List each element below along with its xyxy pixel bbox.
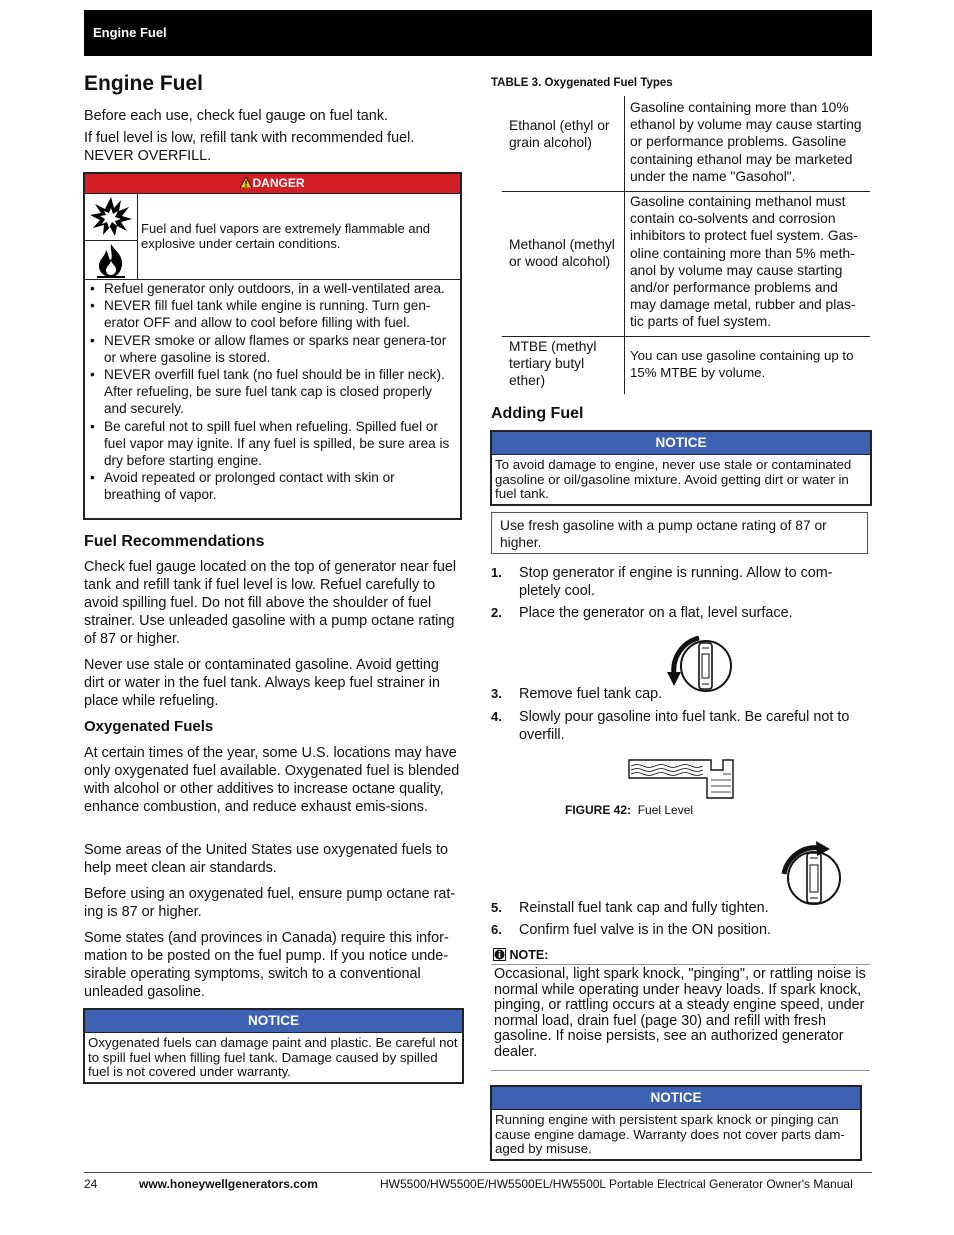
notice-box-spark-knock — [490, 1085, 862, 1161]
danger-message-cell — [137, 194, 460, 279]
figure-label: FIGURE 42: — [565, 803, 632, 817]
fuel-recommendations-heading: Fuel Recommendations — [84, 533, 265, 550]
table-cell: Gasoline containing more than 10% ethanol by volume may cause starting or performance problems. Gasoline containing ethanol may be marketed under the name "Gasohol". — [630, 100, 862, 184]
note-text: Occasional, light spark knock, "pinging", or rattling noise is normal while operating under heavy loads. If spark knock, pinging, or rattling occurs at a steady engine speed, under normal load, drain fuel (page 30) and refill with fresh gasoline. If noise persists, see an authorized generator dealer. — [494, 966, 866, 1060]
step-number: 5. — [491, 900, 502, 915]
step-number: 1. — [491, 565, 502, 580]
intro-line-2: If fuel level is low, refill tank with recommended fuel. NEVER OVERFILL. — [84, 130, 415, 164]
step-number: 3. — [491, 686, 502, 701]
step-number: 4. — [491, 709, 502, 724]
figure-caption — [565, 803, 693, 817]
danger-message: Fuel and fuel vapors are extremely flammable and explosive under certain conditions. — [141, 221, 431, 251]
oxygenated-p1: At certain times of the year, some U.S. locations may have only oxygenated fuel available. Oxygenated fuel is blended with alcohol or other additives to increase octane quality, enhance combustion, and reduce exhaust emis-sions. — [84, 745, 460, 815]
footer-website-link[interactable]: www.honeywellgenerators.com — [139, 1177, 318, 1191]
tip-text: Use fresh gasoline with a pump octane rating of 87 or higher. — [500, 518, 827, 551]
info-icon — [493, 948, 506, 961]
step-text: Slowly pour gasoline into fuel tank. Be careful not to overfill. — [519, 709, 850, 743]
fire-icon-cell — [85, 241, 138, 279]
fire-icon — [85, 241, 137, 279]
footer-manual-title: HW5500/HW5500E/HW5500EL/HW5500L Portable Electrical Generator Owner's Manual — [380, 1177, 853, 1191]
step-text: Remove fuel tank cap. — [519, 686, 663, 702]
warning-triangle-icon — [240, 177, 252, 188]
intro-line-1: Before each use, check fuel gauge on fuel tank. — [84, 108, 389, 124]
section-header — [84, 10, 872, 56]
table-caption: TABLE 3. Oxygenated Fuel Types — [491, 77, 673, 89]
table-row: Ethanol (ethyl or grain alcohol) — [509, 118, 610, 151]
notice-header: NOTICE — [85, 1010, 462, 1033]
oxygenated-fuel-table — [502, 96, 870, 394]
fuel-level-icon — [627, 756, 735, 800]
note-bottom-rule — [491, 1070, 870, 1071]
footer-rule — [84, 1172, 872, 1173]
danger-label: DANGER — [252, 176, 305, 190]
oxygenated-p2: Some areas of the United States use oxygenated fuels to help meet clean air standards. — [84, 842, 448, 876]
danger-bullet: • NEVER fill fuel tank while engine is running. Turn gen-erator OFF and allow to cool before filling with fuel. — [85, 297, 457, 331]
note-label: NOTE: — [509, 948, 549, 962]
section-header-title: Engine Fuel — [93, 25, 167, 40]
note-top-rule — [491, 964, 870, 965]
step-number: 2. — [491, 605, 502, 620]
step-text: Place the generator on a flat, level surface. — [519, 605, 793, 621]
danger-header — [85, 174, 460, 194]
danger-bullet: • Avoid repeated or prolonged contact with skin or breathing of vapor. — [85, 469, 457, 503]
danger-bullet: • Be careful not to spill fuel when refueling. Spilled fuel or fuel vapor may ignite. If any fuel is spilled, be sure area is dry before starting engine. — [85, 418, 457, 470]
step-text: Stop generator if engine is running. Allow to com-pletely cool. — [519, 565, 833, 599]
table-row: Methanol (methyl or wood alcohol) — [509, 237, 615, 270]
danger-bullet: • NEVER smoke or allow flames or sparks near genera-tor or where gasoline is stored. — [85, 332, 457, 366]
oxygenated-p3: Before using an oxygenated fuel, ensure pump octane rat-ing is 87 or higher. — [84, 886, 456, 920]
danger-bullet: • NEVER overfill fuel tank (no fuel should be in filler neck). After refueling, be sure fuel tank cap is closed properly and securely. — [85, 366, 457, 418]
oxygenated-fuels-heading: Oxygenated Fuels — [84, 718, 214, 735]
danger-bullet: • Refuel generator only outdoors, in a well-ventilated area. — [85, 280, 457, 297]
notice-text: Oxygenated fuels can damage paint and plastic. Be careful not to spill fuel when filling fuel tank. Damage caused by spilled fuel is not covered under warranty. — [88, 1035, 458, 1079]
notice-box-engine — [490, 430, 872, 506]
notice-header: NOTICE — [492, 432, 870, 455]
notice-text: Running engine with persistent spark knock or pinging can cause engine damage. Warranty does not cover parts dam-aged by misuse. — [495, 1112, 845, 1156]
step-number: 6. — [491, 922, 502, 937]
fuel-recommendations-p1: Check fuel gauge located on the top of generator near fuel tank and refill tank if fuel level is low. Refuel carefully to avoid spilling fuel. Do not fill above the shoulder of fuel strainer. Use unleaded gasoline with a pump octane rating of 87 or higher. — [84, 559, 457, 647]
table-cell: Gasoline containing methanol must contain co-solvents and corrosion inhibitors to protect fuel system. Gas-oline containing more than 5% meth-anol by volume may cause starting and/or performance problems and may damage metal, rubber and plas-tic parts of fuel system. — [630, 194, 858, 330]
danger-bullets — [85, 280, 457, 504]
notice-header: NOTICE — [492, 1087, 860, 1110]
fuel-recommendations-p2: Never use stale or contaminated gasoline. Avoid getting dirt or water in the fuel tank. Always keep fuel strainer in place while refueling. — [84, 657, 440, 709]
figure-caption-text: Fuel Level — [637, 803, 694, 817]
tip-box — [491, 512, 868, 554]
note-header — [493, 948, 548, 962]
page-title: Engine Fuel — [84, 72, 204, 95]
page-number: 24 — [84, 1177, 98, 1191]
step-text: Reinstall fuel tank cap and fully tighten. — [519, 900, 769, 916]
notice-text: To avoid damage to engine, never use stale or contaminated gasoline or oil/gasoline mixture. Avoid getting dirt or water in fuel tank. — [495, 457, 852, 501]
explosion-icon — [85, 194, 137, 240]
adding-fuel-heading: Adding Fuel — [491, 405, 584, 422]
table-row: MTBE (methyl tertiary butyl ether) — [509, 339, 597, 389]
notice-box-paint — [83, 1008, 464, 1084]
step-text: Confirm fuel valve is in the ON position. — [519, 922, 771, 938]
oxygenated-p4: Some states (and provinces in Canada) require this infor-mation to be posted on the fuel pump. If you notice unde-sirable operating symptoms, switch to a conventional unleaded gasoline. — [84, 930, 449, 1000]
explosion-icon-cell — [85, 194, 138, 241]
danger-box — [83, 172, 462, 520]
table-cell: You can use gasoline containing up to 15% MTBE by volume. — [630, 348, 854, 381]
